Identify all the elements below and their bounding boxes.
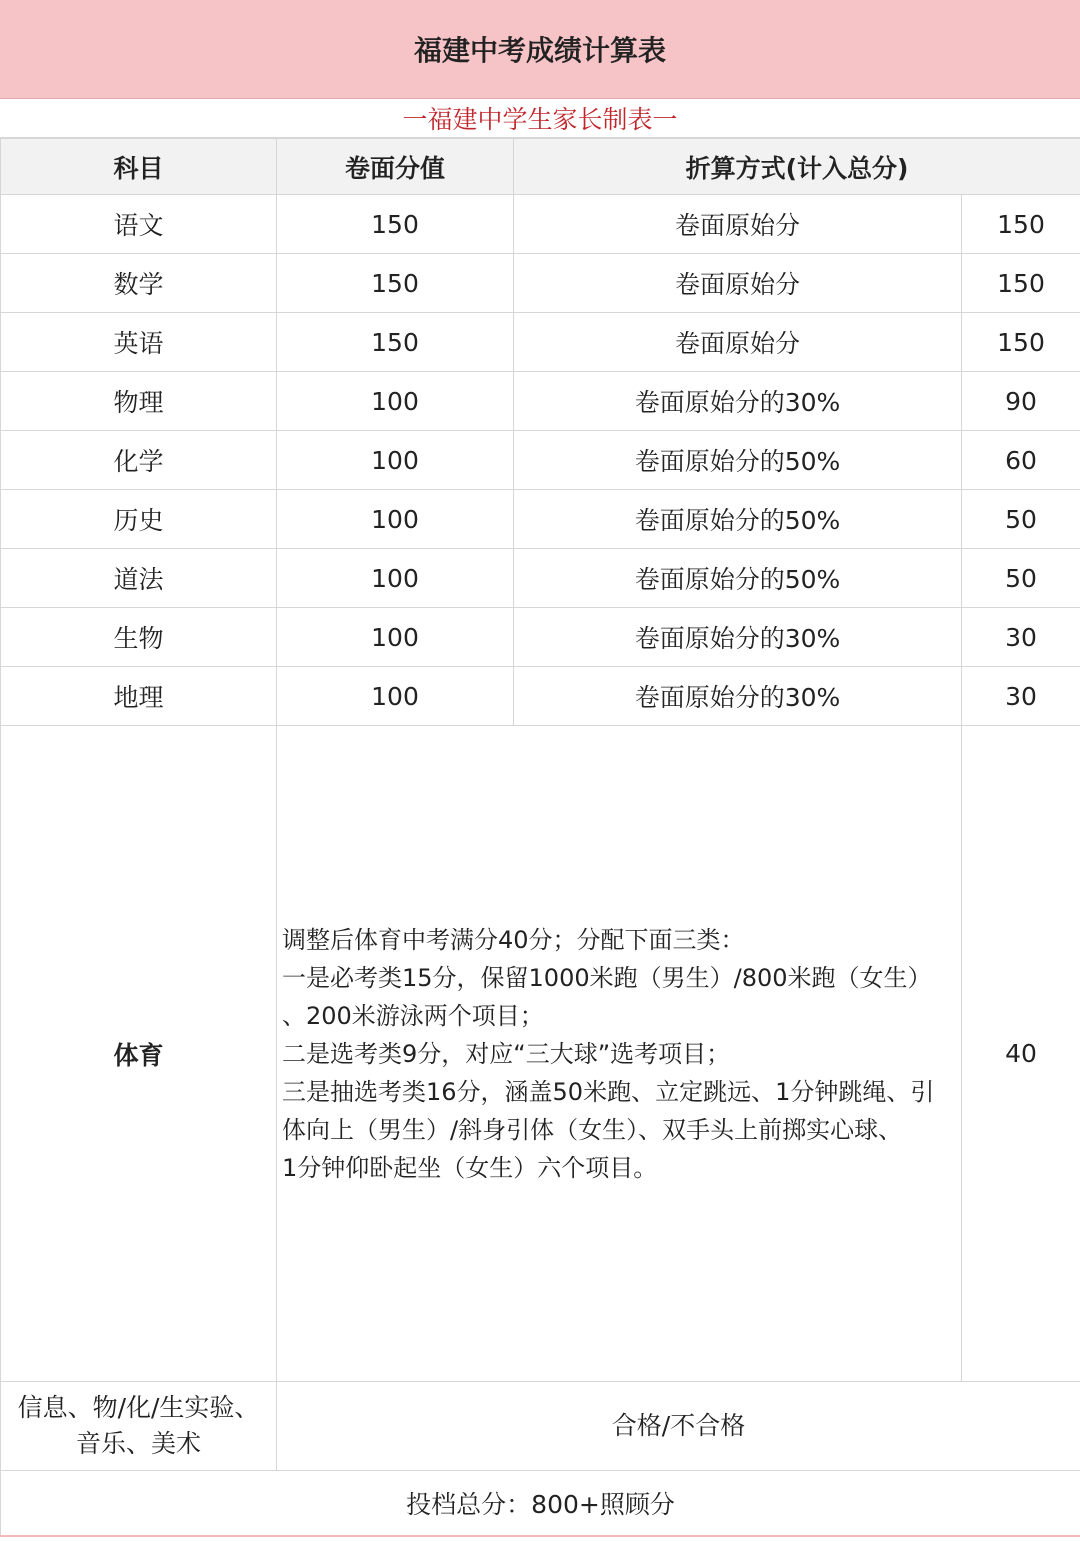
cell-paper-score: 100 [277, 549, 514, 608]
pe-line: 二是选考类9分，对应“三大球”选考项目； [282, 1039, 731, 1068]
cell-subject-misc [1, 1382, 277, 1471]
cell-method: 卷面原始分的50% [514, 490, 962, 549]
cell-method: 卷面原始分的30% [514, 372, 962, 431]
pe-line: 体向上（男生）/斜身引体（女生）、双手头上前掷实心球、 [282, 1115, 903, 1144]
cell-counted: 30 [962, 667, 1080, 726]
pe-line: 1分钟仰卧起坐（女生）六个项目。 [282, 1153, 658, 1182]
misc-label-line: 信息、物/化/生实验、 [17, 1393, 260, 1422]
table-row [1, 313, 1080, 372]
pe-row [1, 726, 1080, 1382]
table-row [1, 549, 1080, 608]
cell-paper-score: 100 [277, 431, 514, 490]
table-row [1, 431, 1080, 490]
pe-line: 三是抽选考类16分，涵盖50米跑、立定跳远、1分钟跳绳、引 [282, 1077, 935, 1106]
pe-line: 调整后体育中考满分40分；分配下面三类： [282, 925, 745, 954]
cell-method: 卷面原始分的50% [514, 549, 962, 608]
misc-row [1, 1382, 1080, 1471]
cell-subject: 地理 [1, 667, 277, 726]
cell-paper-score: 100 [277, 372, 514, 431]
score-table [0, 138, 1080, 1537]
cell-counted: 150 [962, 195, 1080, 254]
cell-subject: 物理 [1, 372, 277, 431]
misc-label-line: 音乐、美术 [75, 1429, 201, 1458]
pe-line: 、200米游泳两个项目； [282, 1001, 544, 1030]
page-title: 福建中考成绩计算表 [0, 0, 1080, 99]
table-row [1, 372, 1080, 431]
cell-paper-score: 150 [277, 254, 514, 313]
total-score: 投档总分：800+照顾分 [1, 1471, 1080, 1537]
cell-subject: 生物 [1, 608, 277, 667]
cell-counted-pe: 40 [962, 726, 1080, 1382]
cell-counted: 50 [962, 490, 1080, 549]
cell-paper-score: 100 [277, 667, 514, 726]
cell-counted: 60 [962, 431, 1080, 490]
page-subtitle: 一福建中学生家长制表一 [0, 99, 1080, 138]
cell-pass-fail: 合格/不合格 [277, 1382, 1080, 1471]
cell-subject: 数学 [1, 254, 277, 313]
cell-subject: 化学 [1, 431, 277, 490]
cell-paper-score: 100 [277, 490, 514, 549]
cell-counted: 150 [962, 313, 1080, 372]
cell-paper-score: 150 [277, 195, 514, 254]
header-row [1, 139, 1080, 195]
table-row [1, 608, 1080, 667]
cell-counted: 50 [962, 549, 1080, 608]
cell-method: 卷面原始分 [514, 195, 962, 254]
cell-method: 卷面原始分的30% [514, 667, 962, 726]
cell-subject-pe: 体育 [1, 726, 277, 1382]
cell-method: 卷面原始分的50% [514, 431, 962, 490]
header-paper-score: 卷面分值 [277, 139, 514, 195]
cell-counted: 150 [962, 254, 1080, 313]
table-row [1, 254, 1080, 313]
pe-line: 一是必考类15分，保留1000米跑（男生）/800米跑（女生） [282, 963, 932, 992]
cell-subject: 语文 [1, 195, 277, 254]
total-row [1, 1471, 1080, 1537]
cell-subject: 历史 [1, 490, 277, 549]
cell-subject: 英语 [1, 313, 277, 372]
table-row [1, 490, 1080, 549]
cell-method: 卷面原始分 [514, 313, 962, 372]
cell-method: 卷面原始分 [514, 254, 962, 313]
header-method: 折算方式(计入总分) [514, 139, 1080, 195]
cell-paper-score: 150 [277, 313, 514, 372]
cell-counted: 30 [962, 608, 1080, 667]
cell-counted: 90 [962, 372, 1080, 431]
table-row [1, 667, 1080, 726]
header-subject: 科目 [1, 139, 277, 195]
table-row [1, 195, 1080, 254]
pe-description [277, 726, 962, 1382]
cell-subject: 道法 [1, 549, 277, 608]
cell-method: 卷面原始分的30% [514, 608, 962, 667]
cell-paper-score: 100 [277, 608, 514, 667]
